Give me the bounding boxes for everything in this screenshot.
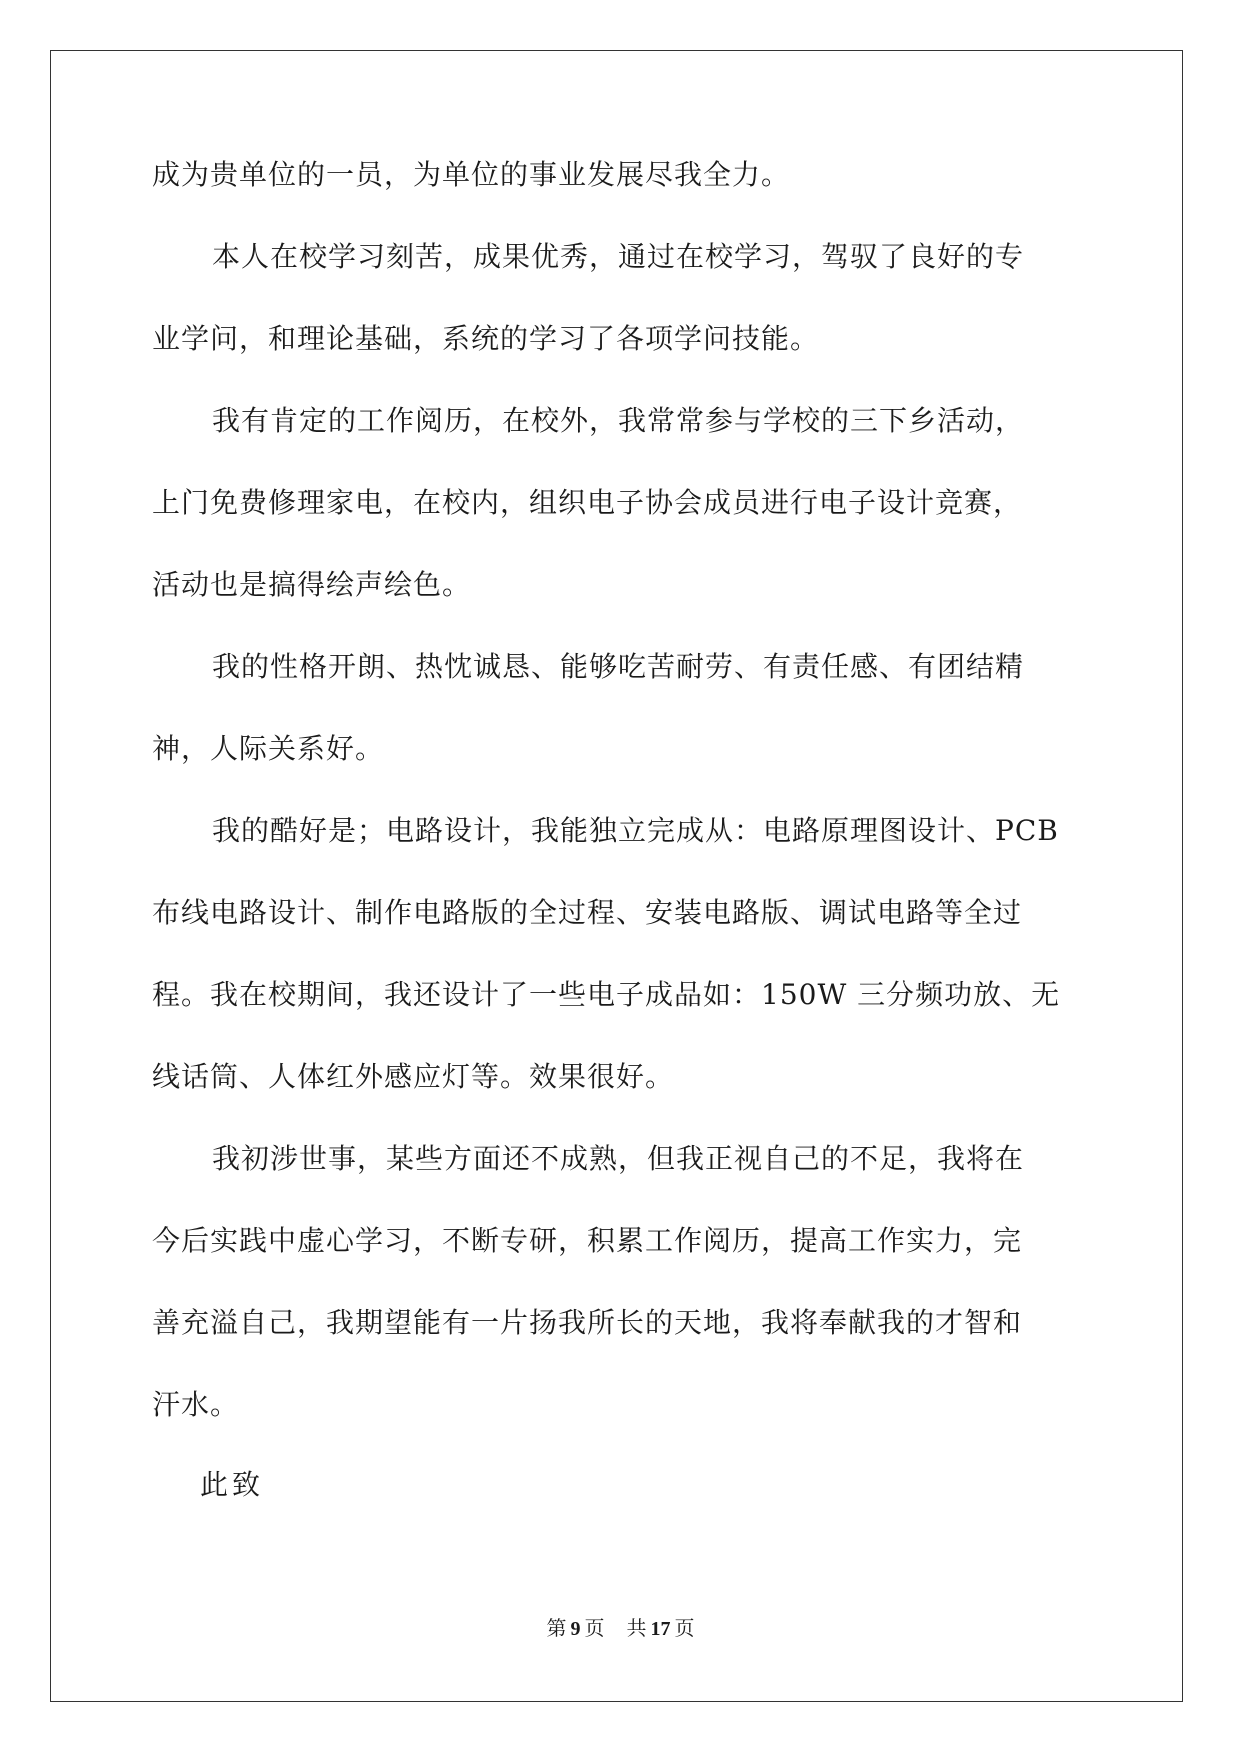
paragraph-line: 本人在校学习刻苦，成果优秀，通过在校学习，驾驭了良好的专 [212,240,1025,273]
paragraph-line: 我的酷好是；电路设计，我能独立完成从：电路原理图设计、PCB [212,814,1059,847]
paragraph-line: 活动也是搞得绘声绘色。 [152,568,472,601]
paragraph-line: 我有肯定的工作阅历，在校外，我常常参与学校的三下乡活动， [212,404,1025,437]
footer-page-prefix: 第 [546,1616,567,1640]
paragraph-line: 上门免费修理家电，在校内，组织电子协会成员进行电子设计竞赛， [152,486,1023,519]
paragraph-line: 善充溢自己，我期望能有一片扬我所长的天地，我将奉献我的才智和 [152,1306,1023,1339]
footer-page-label: 页 [584,1616,605,1640]
page-footer [0,1615,1241,1642]
paragraph-line: 神，人际关系好。 [152,732,385,765]
document-body [152,158,1090,1470]
paragraph-line: 程。我在校期间，我还设计了一些电子成品如：150W 三分频功放、无 [152,978,1061,1011]
paragraph-line: 汗水。 [152,1388,240,1421]
paragraph-line: 今后实践中虚心学习，不断专研，积累工作阅历，提高工作实力，完 [152,1224,1023,1257]
footer-total-prefix: 共 [626,1616,647,1640]
paragraph-line: 我初涉世事，某些方面还不成熟，但我正视自己的不足，我将在 [212,1142,1025,1175]
footer-total-label: 页 [674,1616,695,1640]
footer-current-page: 9 [570,1618,581,1640]
paragraph-line: 我的性格开朗、热忱诚恳、能够吃苦耐劳、有责任感、有团结精 [212,650,1025,683]
footer-total-pages: 17 [650,1618,671,1640]
paragraph-line: 布线电路设计、制作电路版的全过程、安装电路版、调试电路等全过 [152,896,1023,929]
paragraph-line: 线话筒、人体红外感应灯等。效果很好。 [152,1060,675,1093]
paragraph-line: 业学问，和理论基础，系统的学习了各项学问技能。 [152,322,820,355]
paragraph-line: 成为贵单位的一员，为单位的事业发展尽我全力。 [152,158,791,191]
closing-salutation: 此致 [200,1468,265,1501]
